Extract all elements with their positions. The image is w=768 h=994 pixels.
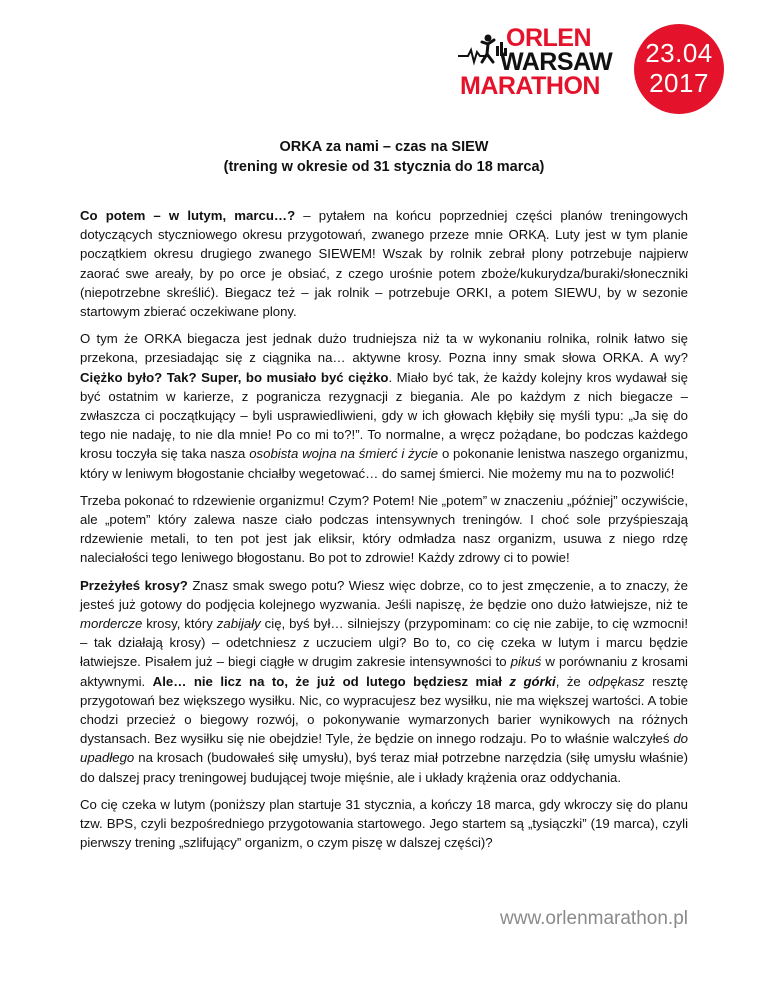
paragraph-3 bbox=[80, 491, 688, 568]
logo-text-marathon: MARATHON bbox=[460, 72, 600, 100]
text-run: Trzeba pokonać to rdzewienie organizmu! Czym? Potem! Nie „potem” w znaczeniu „później” oczywiście, ale „potem” który zalewa nasze ciało podczas intensywnych treningów. I choć sole przyśpieszają rdzewienie metali, to ten pot jest jak eliksir, który odmładza nasz organizm, usuwa z niego rdzę naleciałości tego leniwego błogostanu. Bo pot to zdrowie! Każdy zdrowy ci to powie! bbox=[80, 492, 688, 566]
text-run: cię, byś był… silniejszy (przypominam: co cię nie zabije, to cię wzmocni! – tak działają krosy) – odetchniesz z uczuciem ulgi? Bo to, co cię czeka w lutym i marcu będzie łatwiejsze. Pisałem już – biegi ciągłe w drugim zakresie intensywności to bbox=[80, 616, 688, 670]
text-run: Co cię czeka w lutym (poniższy plan startuje 31 stycznia, a kończy 18 marca, gdy wkroczy się do planu tzw. BPS, czyli bezpośredniego przygotowania startowego. Jego startem są „tysiączki” (19 marca), czyli pierwszy trening „szlifujący” organizm, o czym piszę w dalszej części)? bbox=[80, 796, 688, 851]
text-run: , że bbox=[555, 673, 589, 689]
text-run: na krosach (budowałeś siłę umysłu), byś teraz miał potrzebne narzędzia (siłę umysłu właśnie) do dalszej pracy treningowej budującej twoje mięśnie, ale i układy krążenia oraz oddychania. bbox=[80, 750, 688, 785]
event-date-badge bbox=[634, 24, 724, 114]
text-run: pikuś bbox=[510, 654, 542, 670]
article-body bbox=[80, 206, 688, 861]
text-run: Ciężko było? Tak? Super, bo musiało być ciężko bbox=[80, 369, 389, 385]
text-run: Znasz smak swego potu? Wiesz więc dobrze, co to jest zmęczenie, a to znaczy, że jesteś już gotowy do podjęcia kolejnego wyzwania. Jeśli napiszę, że będzie ono dużo łatwiejsze, niż te bbox=[80, 577, 688, 612]
text-run: mordercze bbox=[80, 616, 143, 632]
text-run: zabijały bbox=[216, 616, 261, 632]
paragraph-4 bbox=[80, 576, 688, 787]
badge-date: 23.04 bbox=[645, 38, 713, 68]
text-run: o pokonanie lenistwa naszego organizmu, który w leniwym błogostanie chciałby wegetować… do samej śmierci. Nie możemy mu na to pozwolić! bbox=[80, 446, 689, 481]
paragraph-5 bbox=[80, 795, 688, 853]
article-title bbox=[80, 137, 688, 177]
text-run: odpękasz bbox=[588, 673, 645, 689]
title-line-2: (trening w okresie od 31 stycznia do 18 marca) bbox=[223, 159, 545, 175]
text-run: osobista wojna na śmierć i życie bbox=[249, 446, 439, 462]
text-run: . Miało być tak, że każdy kolejny kros wydawał się być ostatnim w karierze, z pogranicza rezygnacji z biegania. Ale po każdym z nich biegacze – zwłaszcza ci początkujący – byli usprawiedliwieni, gdy w ich głowach kłębiły się myśli typu: „Ja się do tego nie nadaję, to nie dla mnie! Po co mi to?!”. To normalne, a wręcz pożądane, bo podczas każdego krosu toczyła się taka nasza bbox=[80, 369, 688, 462]
logo-text-warsaw: WARSAW bbox=[500, 48, 613, 76]
paragraph-2 bbox=[80, 329, 688, 483]
text-run: krosy, który bbox=[142, 616, 217, 632]
text-run: w porównaniu z krosami aktywnymi. bbox=[80, 654, 688, 689]
footer-website-url: www.orlenmarathon.pl bbox=[500, 908, 688, 929]
text-run: z górki bbox=[509, 673, 556, 689]
logo-text-orlen: ORLEN bbox=[506, 24, 591, 52]
badge-year: 2017 bbox=[649, 68, 709, 98]
text-run: – pytałem na końcu poprzedniej części planów treningowych dotyczących styczniowego okresu przygotowań, zwanego przeze mnie ORKĄ. Luty jest w tym planie początkiem okresu drugiego zwanego SIEWEM! Wszak by rolnik zebrał plony potrzebuje najpierw zaorać swe areały, by po orce je obsiać, z czego urośnie potem zboże/kukurydza/buraki/słoneczniki (niepotrzebne skreślić). Biegacz też – jak rolnik – potrzebuje ORKI, a potem SIEWU, by w sezonie startowym zbierać oczekiwane plony. bbox=[80, 208, 689, 320]
paragraph-1 bbox=[80, 206, 688, 321]
text-run: O tym że ORKA biegacza jest jednak dużo trudniejsza niż ta w wykonaniu rolnika, rolnik łatwo się przekona, przesiadając się z ciągnika na… aktywne krosy. Pozna inny smak słowa ORKA. A wy? bbox=[80, 331, 688, 366]
text-run: Przeżyłeś krosy? bbox=[80, 577, 188, 593]
text-run: resztę przygotowań bez większego wysiłku. Nic, co wypracujesz bez wysiłku, nie ma większej wartości. A tobie chodzi przecież o biegowy rozwój, o pokonywanie wymarzonych barier wynikowych na różnych dystansach. Bez wysiłku się nie obejdzie! Tyle, że będzie on innego rodzaju. Po to właśnie walczyłeś bbox=[80, 673, 689, 747]
title-line-1: ORKA za nami – czas na SIEW bbox=[279, 139, 489, 155]
text-run: Ale… nie licz na to, że już od lutego będziesz miał bbox=[152, 673, 510, 689]
text-run: Co potem – w lutym, marcu…? bbox=[80, 208, 296, 223]
text-run: do upadłego bbox=[80, 731, 688, 766]
orlen-warsaw-marathon-logo bbox=[458, 24, 613, 116]
